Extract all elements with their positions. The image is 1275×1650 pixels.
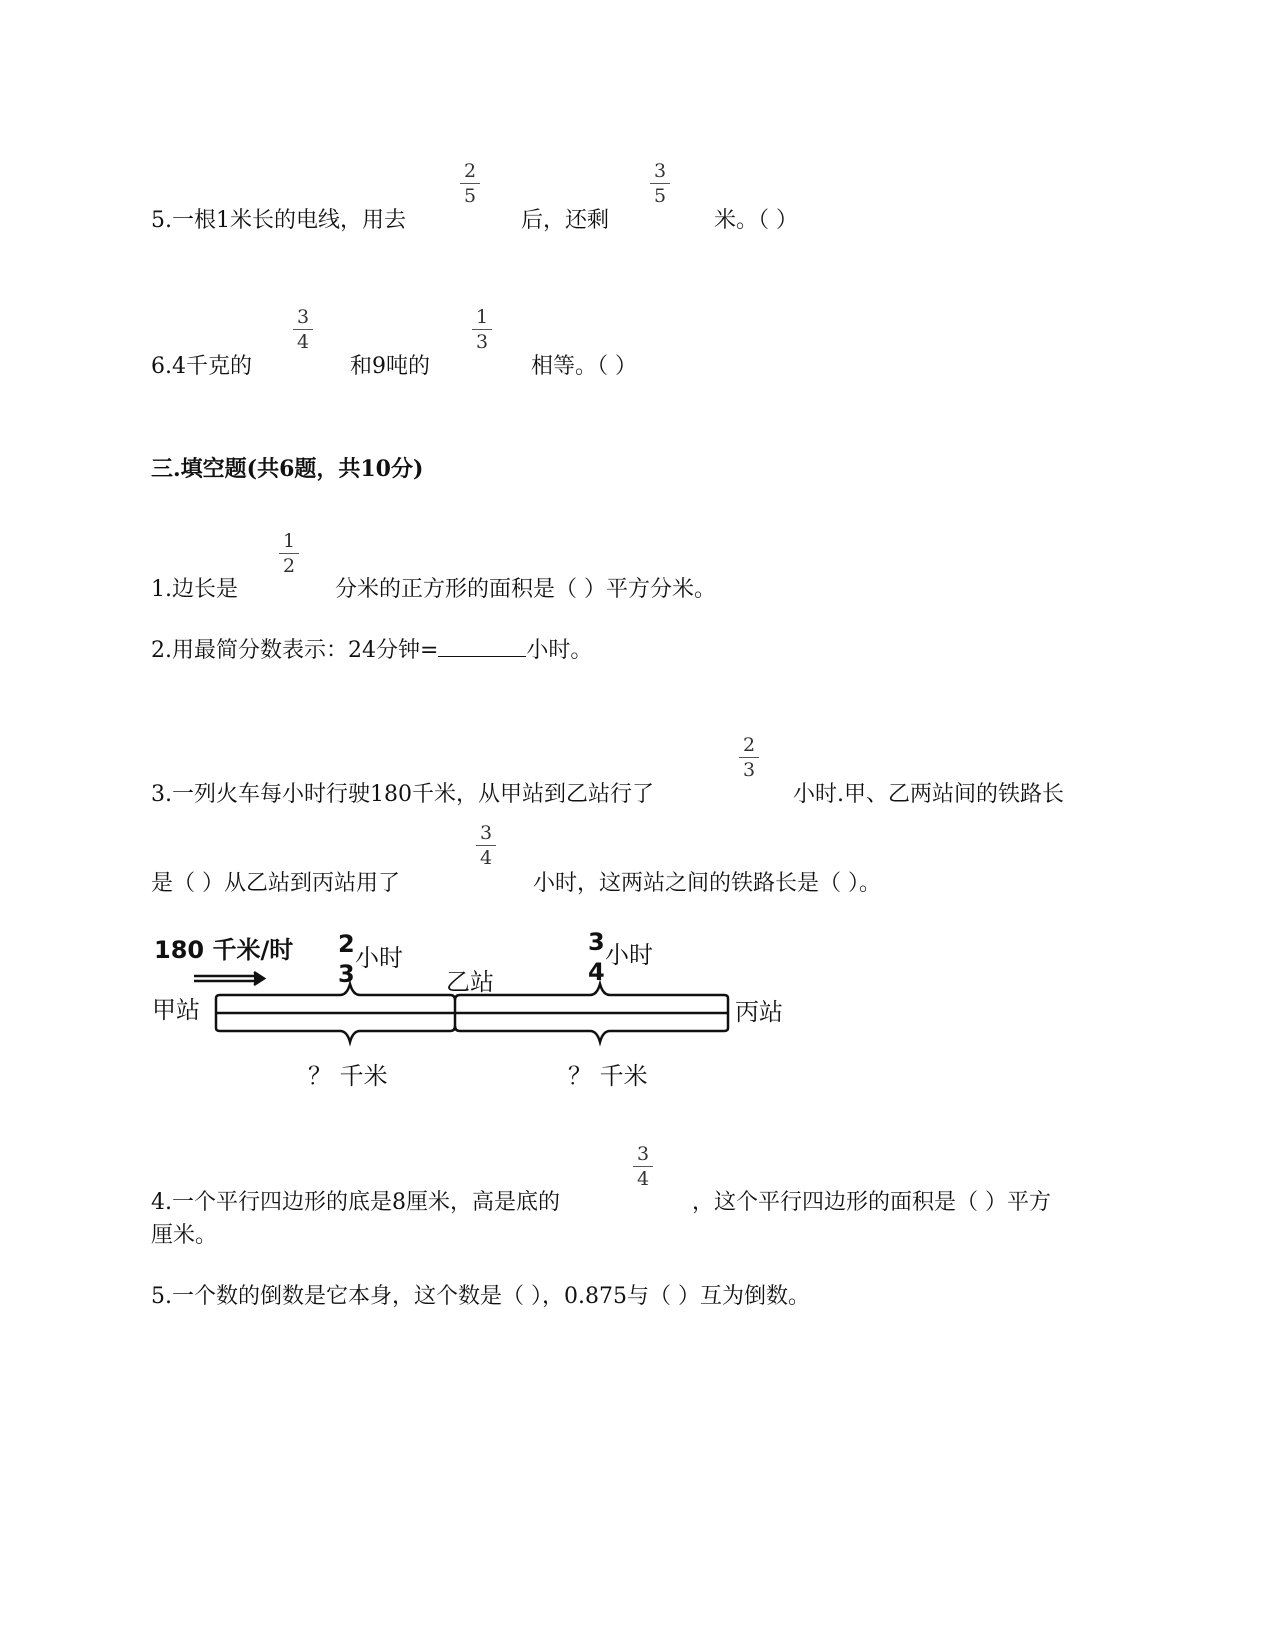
numerator: 3	[296, 306, 310, 328]
s3-q1-text-a: 1.边长是	[151, 577, 238, 602]
denominator: 2	[282, 555, 296, 577]
q5-text-b: 后，还剩	[521, 208, 610, 233]
denominator: 3	[742, 759, 756, 781]
middle-station-label: 乙站	[446, 968, 494, 996]
s3-q4-text-c: 厘米。	[151, 1223, 218, 1248]
denominator: 5	[463, 185, 477, 207]
s3-q4-text-a: 4.一个平行四边形的底是8厘米，高是底的	[151, 1190, 560, 1215]
s3-q1-fraction	[277, 530, 301, 577]
s3-q3-text-a: 3.一列火车每小时行驶180千米，从甲站到乙站行了	[151, 782, 654, 807]
t1-denominator: 3	[338, 960, 355, 988]
q6-fraction-2	[470, 306, 494, 353]
distance-2-label: ？ 千米	[568, 1062, 648, 1090]
s3-q4-text-b: ，这个平行四边形的面积是（ ）平方	[692, 1190, 1051, 1215]
numerator: 2	[463, 160, 477, 182]
s3-q3-fraction-1	[737, 734, 761, 781]
denominator: 4	[479, 847, 493, 869]
t2-denominator: 4	[588, 958, 605, 986]
s3-q3-fraction-2	[474, 822, 498, 869]
train-route-diagram	[150, 918, 830, 1098]
q5-fraction-2	[648, 160, 672, 207]
start-station-label: 甲站	[152, 996, 200, 1024]
q6-text-a: 6.4千克的	[151, 354, 252, 379]
t1-numerator: 2	[338, 930, 355, 958]
speed-label: 180 千米/时	[154, 936, 294, 964]
s3-q2-text-b: 小时。	[526, 638, 593, 663]
numerator: 1	[282, 530, 296, 552]
denominator: 4	[636, 1168, 650, 1190]
s3-q3-text-b: 小时.甲、乙两站间的铁路长	[793, 782, 1064, 807]
s3-q2-text-a: 2.用最简分数表示：24分钟=	[151, 638, 439, 663]
numerator: 3	[653, 160, 667, 182]
denominator: 5	[653, 185, 667, 207]
question-5-tf	[151, 208, 406, 234]
t1-unit: 小时	[355, 944, 403, 972]
distance-1-label: ？ 千米	[308, 1062, 388, 1090]
q5-fraction-1	[458, 160, 482, 207]
s3-q4-fraction	[631, 1143, 655, 1190]
t2-unit: 小时	[605, 941, 653, 969]
q6-text-b: 和9吨的	[350, 354, 430, 379]
s3-q1-text-b: 分米的正方形的面积是（ ）平方分米。	[335, 577, 716, 602]
numerator: 2	[742, 734, 756, 756]
s3-q5: 5.一个数的倒数是它本身，这个数是（ ），0.875与（ ）互为倒数。	[151, 1284, 810, 1309]
s3-q3-text-c: 是（ ）从乙站到丙站用了	[151, 871, 400, 896]
section-heading: 三.填空题(共6题，共10分)	[151, 456, 424, 482]
t2-numerator: 3	[588, 928, 605, 956]
numerator: 3	[636, 1143, 650, 1165]
end-station-label: 丙站	[735, 998, 783, 1026]
s3-q3-text-d: 小时，这两站之间的铁路长是（ ）。	[533, 871, 881, 896]
answer-blank[interactable]	[438, 636, 526, 657]
q5-text-a: 5.一根1米长的电线，用去	[151, 208, 406, 233]
q6-text-c: 相等。（ ）	[531, 354, 637, 379]
denominator: 4	[296, 331, 310, 353]
numerator: 3	[479, 822, 493, 844]
s3-q2	[151, 636, 592, 664]
denominator: 3	[475, 331, 489, 353]
q6-fraction-1	[291, 306, 315, 353]
q5-text-c: 米。（ ）	[714, 208, 798, 233]
numerator: 1	[475, 306, 489, 328]
